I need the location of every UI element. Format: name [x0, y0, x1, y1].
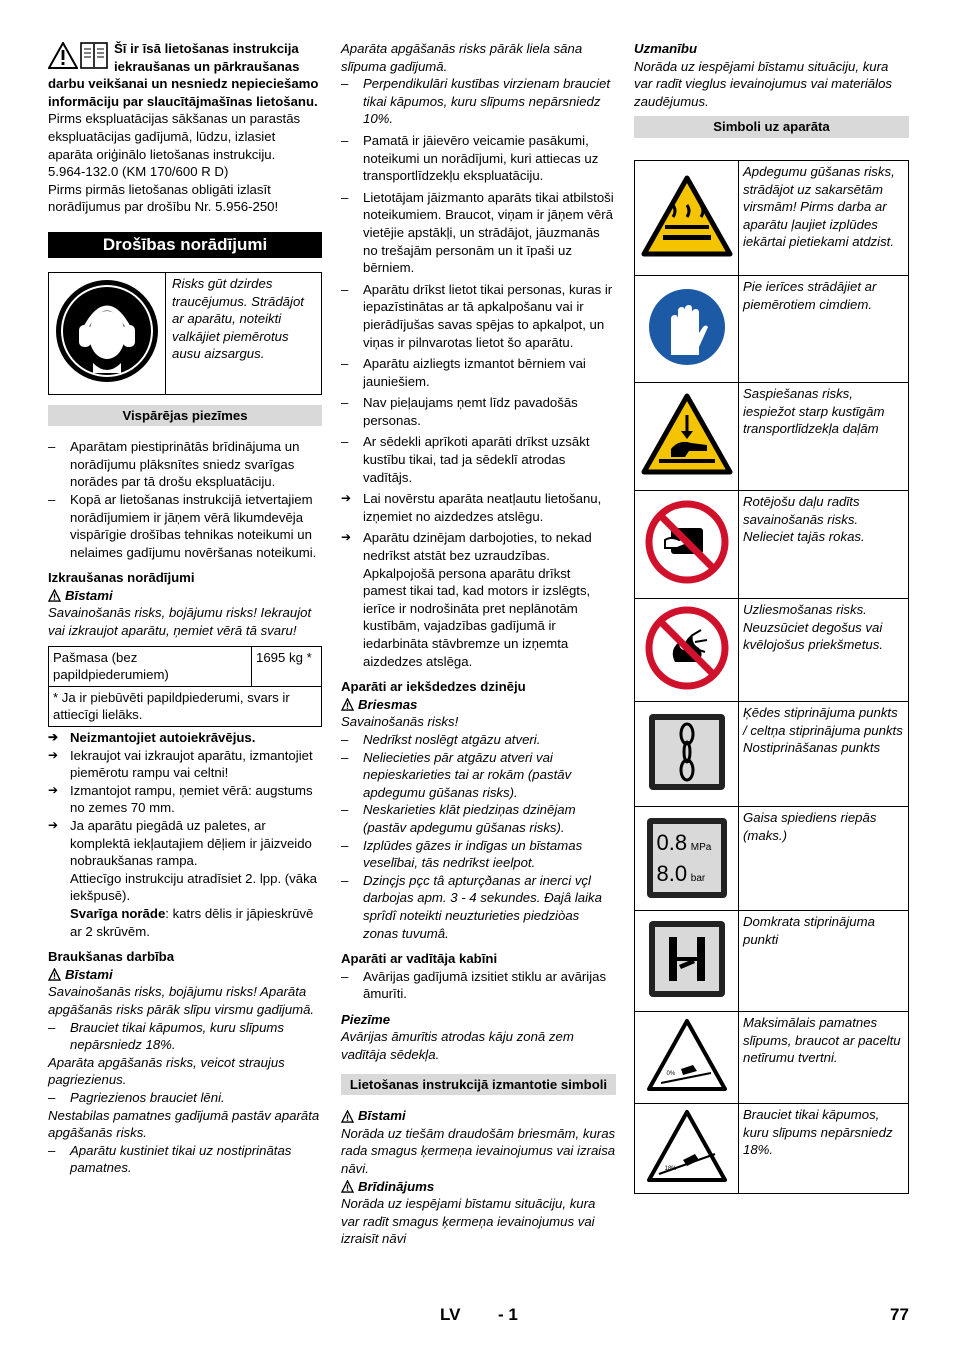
ignition-title: Aparāti ar iekšdedzes dzinēju [341, 679, 526, 695]
general-item-2: – Kopā ar lietošanas instrukcijā ietvertajiem norādījumiem ir jāņem vērā likumdevēja vispārīgie drošības tehnikas noteikumi un nelaimes gadījumu novēršanas noteikumi. [48, 491, 322, 561]
general-notes-title: Vispārējas piezīmes [48, 405, 322, 427]
pressure-value-1: 0.8 [656, 830, 688, 856]
cabin-title: Aparāti ar vadītāja kabīni [341, 951, 498, 967]
hot-surface-icon [641, 175, 733, 257]
jack-icon [647, 919, 727, 999]
driving-text-3: Nestabilas pamatnes gadījumā pastāv aparāta apgāšanās risks. [48, 1107, 320, 1141]
pressure-value-2: 8.0 [656, 861, 688, 887]
weight-note: * Ja ir piebūvēti papildpiederumi, svars ir attiecīgi lielāks. [49, 686, 322, 726]
driving-text-1: Savainošanās risks, bojājumu risks! Aparāta apgāšanās risks pārāk slīpu virsmu gadījumā. [48, 984, 315, 1017]
intro-line-1: Pirms ekspluatācijas sākšanas un parastās ekspluatācijas gadījumā, lūdzu, izlasiet aparāta oriģinālo lietošanas instrukciju. [48, 111, 301, 162]
slope-percent-1: 0% [666, 1071, 676, 1078]
warning-triangle-icon [48, 42, 78, 69]
loading-arrow-1: ➔ Iekraujot vai izkraujot aparātu, izmantojiet piemērotu rampu vai celtni! [48, 747, 322, 782]
no-fire-icon [645, 606, 729, 690]
intro-line-2: 5.964-132.0 (KM 170/600 R D) [48, 164, 229, 180]
footer-page-number: 77 [890, 1305, 909, 1324]
symbol-text-1: Apdegumu gūšanas risks, strādājot uz sakarsētām virsmām! Pirms darba ar aparātu ļaujiet izplūdes iekārtai pietiekami atdzist. [739, 160, 909, 275]
symbol-text-10: Brauciet tikai kāpumos, kuru slīpums nepārsniedz 18%. [739, 1103, 909, 1193]
loading-arrow-bold: ➔ Neizmantojiet autoiekrāvējus. [48, 729, 322, 747]
gloves-icon [647, 287, 727, 367]
driving-item-1: – Brauciet tikai kāpumos, kuru slīpums nepārsniedz 18%. [48, 1019, 322, 1054]
warning-triangle-icon [341, 1110, 354, 1123]
weight-table [48, 646, 322, 727]
chain-icon [647, 712, 727, 792]
danger-text: Norāda uz tiešām draudošām briesmām, kuras rada smagus ķermeņa ievainojumus vai izraisa nāvi. [341, 1125, 616, 1177]
weight-value: 1695 kg * [252, 646, 322, 686]
rule-item-5: – Nav pieļaujams ņemt līdz pavadošās personas. [341, 394, 616, 429]
footer-local-page: - 1 [498, 1305, 518, 1324]
warning-triangle-icon [341, 698, 354, 711]
loading-arrow-3: ➔ Ja aparātu piegādā uz paletes, ar komplektā iekļautajiem dēļiem ir jāizveido nobraukšanas rampa. [48, 817, 322, 870]
slope-18-icon [645, 1108, 729, 1184]
loading-arrow-2: ➔ Izmantojot rampu, ņemiet vērā: augstums no zemes 70 mm. [48, 782, 322, 817]
footer-lang: LV [440, 1305, 461, 1324]
pressure-unit-2: bar [690, 873, 706, 885]
column-2 [341, 40, 616, 1248]
symbols-title: Lietošanas instrukcijā izmantotie simboli [341, 1074, 616, 1096]
important-text: : katrs dēlis ir jāpieskrūvē ar 2 skrūvēm. [70, 905, 314, 939]
header-icons [48, 42, 108, 69]
loading-title: Izkraušanas norādījumi [48, 570, 195, 586]
warning-text: Norāda uz iespējami bīstamu situāciju, kura var radīt smagus ķermeņa ievainojumus vai izraisīt nāvi [341, 1196, 596, 1247]
hearing-text: Risks gūt dzirdes traucējumus. Strādājot ar aparātu, noteikti valkājiet piemērotus ausu aizsargus. [166, 272, 322, 394]
pressure-unit-1: MPa [690, 842, 712, 854]
manual-book-icon [80, 42, 108, 69]
general-item-1: – Aparātam piestiprinātās brīdinājuma un norādījumu plāksnītes sniedz svarīgas norādes par tā drošu ekspluatāciju. [48, 438, 322, 491]
ignition-item-4: – Izplūdes gāzes ir indīgas un bīstamas veselībai, tās nedrīkst ieelpot. [341, 837, 616, 872]
device-symbols-table [634, 160, 909, 1194]
symbol-text-4: Rotējošu daļu radīts savainošanās risks. Nelieciet tajās rokas. [739, 490, 909, 598]
rule-item-1: – Pamatā ir jāievēro veicamie pasākumi, noteikumi un norādījumi, kuri attiecas uz transportlīdzekļu ekspluatāciju. [341, 132, 616, 185]
intro-line-3: Pirms pirmās lietošanas obligāti izlasīt norādījumus par drošību Nr. 5.956-250! [48, 181, 279, 215]
loading-warn-label: Bīstami [65, 587, 113, 603]
caution-label: Uzmanību [634, 41, 698, 56]
no-hands-icon [645, 500, 729, 584]
caution-text: Norāda uz iespējami bīstamu situāciju, kura var radīt vieglus ievainojumus vai materiālos zaudējumus. [634, 58, 892, 109]
rule-item-6: – Ar sēdekli aprīkoti aparāti drīkst uzsākt kustību tikai, tad ja sēdeklī atrodas vadītājs. [341, 433, 616, 486]
cabin-item: – Avārijas gadījumā izsitiet stiklu ar avārijas āmurīti. [341, 968, 616, 1003]
crush-hazard-icon [641, 393, 733, 475]
rule-arrow-2: ➔ Aparātu dzinējam darbojoties, to nekad nedrīkst atstāt bez uzraudzības. Apkalpojošā persona aparātu drīkst pamest tikai tad, kad motors ir izslēgts, ierīce ir nodrošināta pret neplānotām kustībām, vajadzības gadījumā ir iedarbināta stāvbremze un izņemta aizdedzes atslēga. [341, 529, 616, 670]
symbol-text-3: Saspiešanas risks, iespiežot starp kustīgām transportlīdzekļa daļām [739, 382, 909, 490]
ignition-item-3: – Neskarieties klāt piedziņas dzinējam (pastāv apdegumu gūšanas risks). [341, 801, 616, 836]
driving-item-2: – Pagriezienos brauciet lēni. [48, 1089, 322, 1107]
loading-ref: Attiecīgo instrukciju atradīsiet 2. lpp. (vāka iekšpusē). [70, 870, 318, 904]
intro-bold: Šī ir īsā lietošanas instrukcija iekraušanas un pārkraušanas darbu veikšanai un nesniedz nepieciešamo informāciju par slaucītājmašīnas lietošanu. [48, 41, 319, 109]
section-title-safety: Drošības norādījumi [48, 232, 322, 258]
danger-label: Bīstami [358, 1108, 406, 1124]
important-label: Svarīga norāde [70, 905, 166, 921]
weight-label: Pašmasa (bez papildpiederumiem) [49, 646, 252, 686]
device-symbols-title: Simboli uz aparāta [634, 116, 909, 138]
ignition-item-1: – Nedrīkst noslēgt atgāzu atveri. [341, 731, 616, 749]
driving-title: Braukšanas darbība [48, 949, 175, 965]
warning-triangle-icon [341, 1180, 354, 1193]
rule-item-4: – Aparātu aizliegts izmantot bērniem vai jauniešiem. [341, 355, 616, 390]
ignition-item-5: – Dzinçjs pçc tâ apturçðanas ar inerci vçl darbojas apm. 3 - 4 sekundes. Ðajâ laika sprîdî noteikti neuzturieties piedziòas zonas tuvumâ. [341, 872, 616, 942]
driving-text-2: Aparāta apgāšanās risks, veicot straujus pagriezienus. [48, 1054, 285, 1088]
symbol-text-6: Ķēdes stiprinājuma punkts / celtņa stiprinājuma punkts Nostiprināšanas punkts [739, 701, 909, 806]
slope-text: Aparāta apgāšanās risks pārāk liela sāna slīpuma gadījumā. [341, 41, 583, 74]
symbol-text-5: Uzliesmošanas risks. Neuzsūciet degošus vai kvēlojošus priekšmetus. [739, 598, 909, 701]
ignition-warn-label: Briesmas [358, 696, 418, 712]
warning-label: Brīdinājums [358, 1178, 435, 1194]
warning-triangle-icon [48, 968, 61, 981]
symbol-text-8: Domkrata stiprinājuma punkti [739, 910, 909, 1011]
slope-uneven-icon [645, 1017, 729, 1093]
rule-item-3: – Aparātu drīkst lietot tikai personas, kuras ir iepazīstinātas ar tā apkalpošanu vai ir pierādījušas savas spējas to apkalpot, un viņas ir pilnvarotas lietot šo aparātu. [341, 281, 616, 351]
note-text: Avārijas āmurītis atrodas kāju zonā zem vadītāja sēdekļa. [341, 1029, 574, 1063]
rule-item-2: – Lietotājam jāizmanto aparāts tikai atbilstoši noteikumiem. Braucot, viņam ir jāņem vērā vietējie apstākļi, un strādājot, jāuzmanās no trešajām personām un it īpaši uz bērniem. [341, 189, 616, 277]
note-title: Piezīme [341, 1011, 391, 1027]
symbol-text-9: Maksimālais pamatnes slīpums, braucot ar paceltu netīrumu tvertni. [739, 1011, 909, 1103]
driving-item-3: – Aparātu kustiniet tikai uz nostiprinātas pamatnes. [48, 1142, 322, 1177]
driving-warn-label: Bīstami [65, 966, 113, 982]
warning-triangle-icon [48, 589, 61, 602]
column-1 [48, 40, 322, 1177]
symbol-text-2: Pie ierīces strādājiet ar piemērotiem cimdiem. [739, 275, 909, 382]
symbol-text-7: Gaisa spiediens riepās (maks.) [739, 806, 909, 910]
slope-percent-2: 18% [664, 1166, 677, 1173]
ignition-text: Savainošanās risks! [341, 714, 459, 730]
column-3 [634, 40, 909, 1194]
hearing-protection-table [48, 272, 322, 395]
ignition-item-2: – Neliecieties pār atgāzu atveri vai nepieskarieties tai ar rokām (pastāv apdegumu gūšanas risks). [341, 749, 616, 802]
slope-item: – Perpendikulāri kustības virzienam brauciet tikai kāpumos, kuru slīpums nepārsniedz 10%. [341, 75, 616, 128]
ear-protection-icon [55, 279, 159, 383]
loading-text: Savainošanās risks, bojājumu risks! Iekraujot vai izkraujot aparātu, ņemiet vērā tā svaru! [48, 605, 312, 639]
rule-arrow-1: ➔ Lai novērstu aparāta neatļautu lietošanu, izņemiet no aizdedzes atslēgu. [341, 490, 616, 525]
pressure-icon [647, 818, 727, 898]
